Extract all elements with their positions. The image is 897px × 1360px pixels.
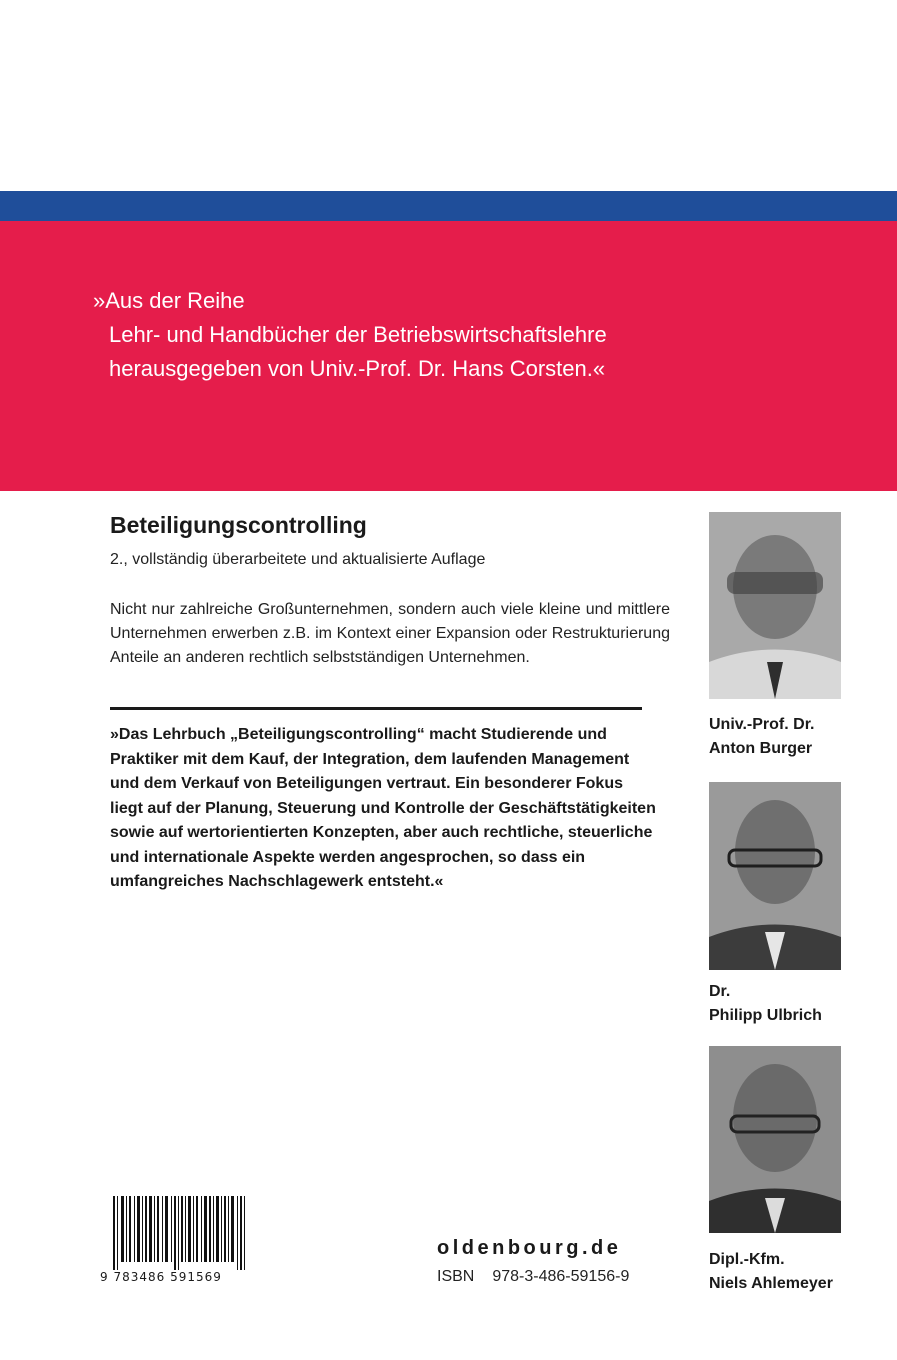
series-text [93, 284, 607, 386]
series-line-3: herausgegeben von Univ.-Prof. Dr. Hans Corsten.« [109, 356, 606, 381]
author-1-name: Anton Burger [709, 740, 813, 757]
barcode-icon [113, 1196, 245, 1270]
divider [110, 707, 642, 710]
portrait-icon [709, 1046, 841, 1233]
series-line-2: Lehr- und Handbücher der Betriebswirtschaftslehre [109, 322, 607, 347]
isbn-label: ISBN [437, 1268, 475, 1285]
author-2-title: Dr. [709, 983, 731, 1000]
blue-band [0, 191, 897, 221]
publisher-website: oldenbourg.de [437, 1237, 622, 1259]
portrait-icon [709, 782, 841, 970]
book-edition: 2., vollständig überarbeitete und aktualisierte Auflage [110, 551, 486, 568]
author-3-title: Dipl.-Kfm. [709, 1251, 785, 1268]
author-caption-1 [709, 713, 815, 761]
isbn-value: 978-3-486-59156-9 [492, 1268, 630, 1285]
author-photo-3 [709, 1046, 841, 1233]
author-photo-1 [709, 512, 841, 699]
portrait-icon [709, 512, 841, 699]
book-quote: »Das Lehrbuch „Beteiligungscontrolling“ macht Studierende und Praktiker mit dem Kauf, der Integration, dem laufenden Management und dem Verkauf von Beteiligungen vertraut. Ein besonderer Fokus liegt auf der Planung, Steuerung und Kontrolle der Geschäftstätigkeiten sowie auf wertorientierten Konzepten, aber auch rechtliche, steuerliche und internationale Aspekte werden angesprochen, so dass ein umfangreiches Nachschlagewerk entsteht.« [110, 726, 656, 890]
author-1-title: Univ.-Prof. Dr. [709, 716, 815, 733]
author-caption-2 [709, 980, 822, 1028]
author-3-name: Niels Ahlemeyer [709, 1275, 833, 1292]
isbn [437, 1268, 647, 1286]
author-2-name: Philipp Ulbrich [709, 1007, 822, 1024]
author-photo-2 [709, 782, 841, 970]
author-caption-3 [709, 1248, 833, 1296]
barcode-number: 9 783486 591569 [100, 1270, 222, 1284]
series-line-1: »Aus der Reihe [93, 288, 245, 313]
book-intro: Nicht nur zahlreiche Großunternehmen, sondern auch viele kleine und mittlere Unternehmen erwerben z.B. im Kontext einer Expansion oder Restrukturierung Anteile an anderen rechtlich selbstständigen Unternehmen. [110, 601, 670, 666]
book-title: Beteiligungscontrolling [110, 512, 367, 538]
